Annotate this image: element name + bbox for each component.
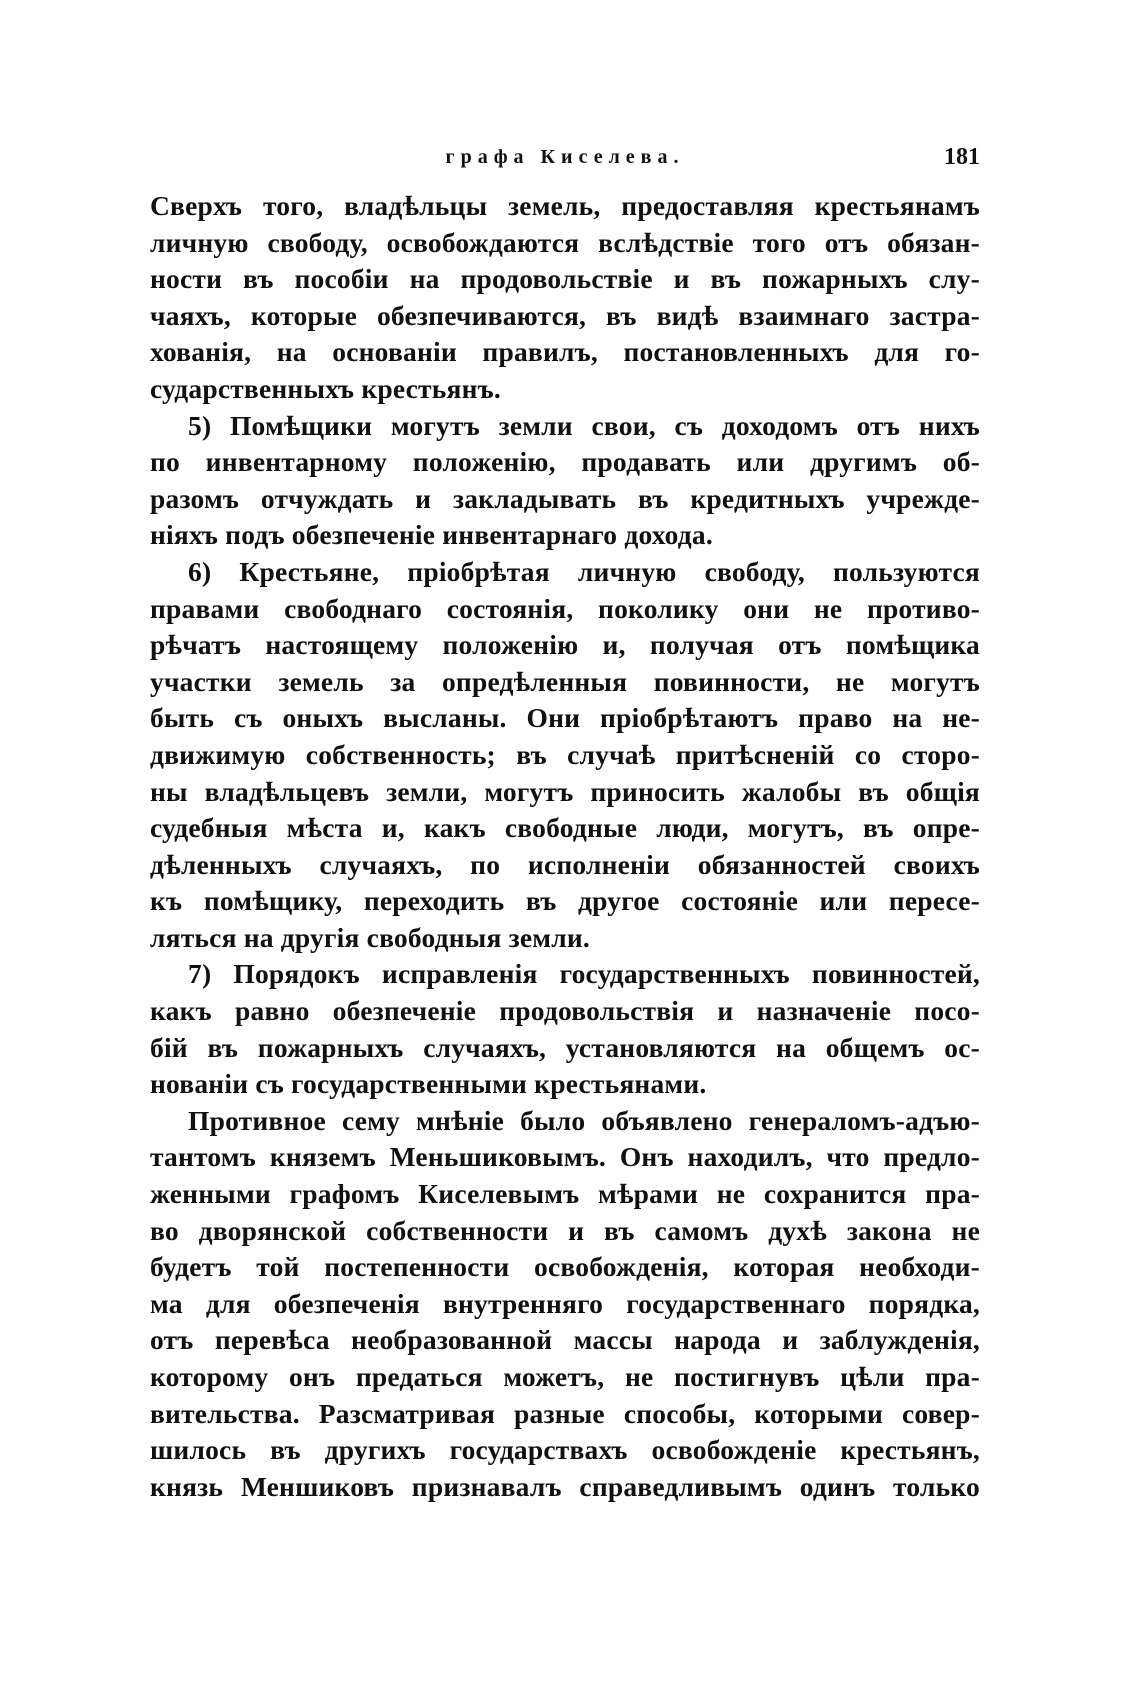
- text-line: во дворянской собственности и въ самомъ духѣ закона не: [150, 1214, 980, 1246]
- page-number: 181: [944, 144, 980, 170]
- text-line: правами свободнаго состоянія, поколику они не противо-: [150, 592, 980, 624]
- text-line: ности въ пособіи на продовольствіе и въ пожарныхъ слу-: [150, 263, 980, 295]
- text-line: хованія, на основаніи правилъ, постановленныхъ для го-: [150, 336, 980, 368]
- text-line: нованіи съ государственными крестьянами.: [150, 1068, 707, 1100]
- text-line: рѣчатъ настоящему положенію и, получая отъ помѣщика: [150, 629, 980, 661]
- text-line: ніяхъ подъ обезпеченіе инвентарнаго дохода.: [150, 519, 713, 551]
- text-line: дѣленныхъ случаяхъ, по исполненіи обязанностей своихъ: [150, 848, 980, 880]
- running-title: графа Киселева.: [445, 146, 685, 168]
- text-line: быть съ оныхъ высланы. Они пріобрѣтаютъ право на не-: [150, 702, 980, 734]
- text-line: женными графомъ Киселевымъ мѣрами не сохранится пра-: [150, 1178, 980, 1210]
- text-line: участки земель за опредѣленныя повинности, не могутъ: [150, 665, 980, 697]
- text-line: 7) Порядокъ исправленія государственныхъ повинностей,: [188, 958, 980, 990]
- text-line: будетъ той постепенности освобожденія, которая необходи-: [150, 1251, 980, 1283]
- text-line: по инвентарному положенію, продавать или другимъ об-: [150, 446, 980, 478]
- text-line: отъ перевѣса необразованной массы народа и заблужденія,: [150, 1324, 980, 1356]
- running-head: [150, 140, 980, 174]
- body-text: [150, 188, 980, 1505]
- text-line: которому онъ предаться можетъ, не постигнувъ цѣли пра-: [150, 1361, 980, 1392]
- text-line: какъ равно обезпеченіе продовольствія и назначеніе посо-: [150, 995, 980, 1027]
- text-line: ляться на другія свободныя земли.: [150, 921, 590, 953]
- text-line: Противное сему мнѣніе было объявлено генераломъ-адъю-: [188, 1104, 980, 1136]
- text-line: судебныя мѣста и, какъ свободные люди, могутъ, въ опре-: [150, 812, 980, 844]
- text-line: Сверхъ того, владѣльцы земель, предоставляя крестьянамъ: [150, 190, 980, 221]
- text-line: сударственныхъ крестьянъ.: [150, 372, 501, 404]
- text-line: ны владѣльцевъ земли, могутъ приносить жалобы въ общія: [150, 775, 980, 807]
- text-line: вительства. Разсматривая разные способы, которыми совер-: [150, 1397, 980, 1429]
- text-line: тантомъ княземъ Меньшиковымъ. Онъ находилъ, что предло-: [150, 1141, 980, 1173]
- text-line: движимую собственность; въ случаѣ притѣсненій со сторо-: [150, 738, 980, 770]
- text-line: личную свободу, освобождаются вслѣдствіе того отъ обязан-: [150, 226, 980, 258]
- text-line: къ помѣщику, переходить въ другое состояніе или пересе-: [150, 885, 980, 917]
- text-line: бій въ пожарныхъ случаяхъ, установляются на общемъ ос-: [150, 1031, 980, 1063]
- text-line: чаяхъ, которые обезпечиваются, въ видѣ взаимнаго застра-: [150, 299, 980, 331]
- text-line: ма для обезпеченія внутренняго государственнаго порядка,: [150, 1287, 980, 1319]
- text-line: князь Меншиковъ признавалъ справедливымъ одинъ только: [150, 1470, 980, 1502]
- text-line: шилось въ другихъ государствахъ освобожденіе крестьянъ,: [150, 1434, 980, 1466]
- text-line: 5) Помѣщики могутъ земли свои, съ доходомъ отъ нихъ: [188, 409, 980, 441]
- text-line: 6) Крестьяне, пріобрѣтая личную свободу, пользуются: [188, 555, 980, 587]
- text-line: разомъ отчуждать и закладывать въ кредитныхъ учрежде-: [150, 482, 980, 514]
